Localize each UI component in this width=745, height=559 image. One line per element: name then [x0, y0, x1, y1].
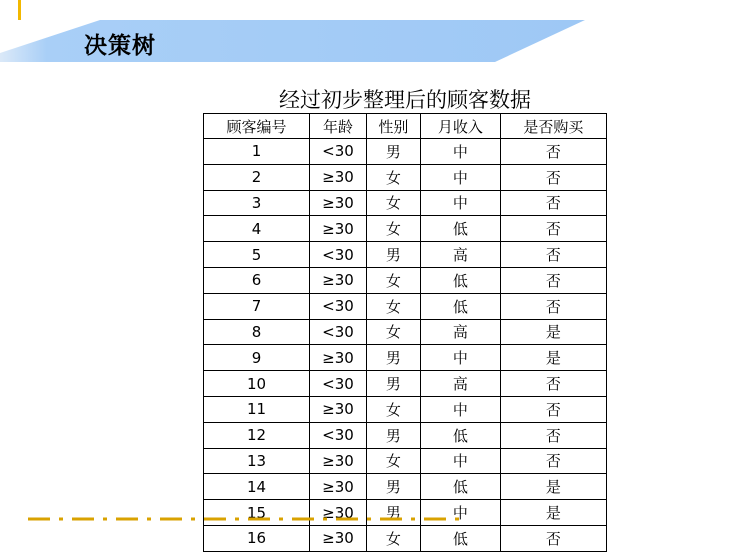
table-row: [204, 525, 607, 551]
cell-id: 3: [204, 190, 310, 216]
table-row: [204, 345, 607, 371]
cell-age: ≥30: [310, 448, 367, 474]
cell-gender: 女: [366, 319, 420, 345]
cell-gender: 女: [366, 190, 420, 216]
cell-purchase: 是: [500, 319, 606, 345]
cell-income: 中: [420, 345, 500, 371]
cell-id: 15: [204, 500, 310, 526]
cell-income: 中: [420, 164, 500, 190]
cell-age: ≥30: [310, 216, 367, 242]
cell-purchase: 否: [500, 267, 606, 293]
column-header-gender: 性别: [366, 114, 420, 139]
cell-id: 11: [204, 396, 310, 422]
cell-gender: 女: [366, 164, 420, 190]
cell-income: 低: [420, 293, 500, 319]
cell-income: 低: [420, 422, 500, 448]
table-row: [204, 319, 607, 345]
cell-age: ≥30: [310, 396, 367, 422]
table-row: [204, 500, 607, 526]
cell-id: 2: [204, 164, 310, 190]
cell-income: 低: [420, 267, 500, 293]
table-row: [204, 216, 607, 242]
cell-id: 4: [204, 216, 310, 242]
cell-id: 10: [204, 371, 310, 397]
cell-age: <30: [310, 293, 367, 319]
cell-id: 1: [204, 139, 310, 165]
column-header-purchase: 是否购买: [500, 114, 606, 139]
cell-age: ≥30: [310, 474, 367, 500]
table-row: [204, 474, 607, 500]
cell-purchase: 是: [500, 500, 606, 526]
cell-purchase: 否: [500, 422, 606, 448]
cell-age: <30: [310, 422, 367, 448]
cell-income: 中: [420, 396, 500, 422]
cell-income: 中: [420, 448, 500, 474]
cell-age: ≥30: [310, 164, 367, 190]
table-row: [204, 422, 607, 448]
table-row: [204, 448, 607, 474]
cell-income: 高: [420, 242, 500, 268]
cell-gender: 男: [366, 242, 420, 268]
cell-purchase: 否: [500, 293, 606, 319]
cell-gender: 女: [366, 216, 420, 242]
table-header-row: [204, 114, 607, 139]
cell-income: 中: [420, 500, 500, 526]
cell-age: ≥30: [310, 267, 367, 293]
cell-gender: 男: [366, 422, 420, 448]
cell-id: 14: [204, 474, 310, 500]
cell-age: <30: [310, 139, 367, 165]
cell-age: ≥30: [310, 345, 367, 371]
table-row: [204, 371, 607, 397]
column-header-income: 月收入: [420, 114, 500, 139]
cell-purchase: 是: [500, 474, 606, 500]
cell-age: ≥30: [310, 525, 367, 551]
cell-purchase: 否: [500, 190, 606, 216]
cell-age: <30: [310, 319, 367, 345]
cell-gender: 男: [366, 139, 420, 165]
cell-purchase: 否: [500, 216, 606, 242]
cell-purchase: 否: [500, 242, 606, 268]
cell-id: 13: [204, 448, 310, 474]
cell-age: <30: [310, 371, 367, 397]
table-row: [204, 190, 607, 216]
table-row: [204, 293, 607, 319]
cell-purchase: 否: [500, 139, 606, 165]
cell-income: 中: [420, 139, 500, 165]
cell-income: 低: [420, 525, 500, 551]
cell-gender: 女: [366, 396, 420, 422]
column-header-id: 顾客编号: [204, 114, 310, 139]
customer-data-table: [203, 113, 607, 552]
table-row: [204, 267, 607, 293]
cell-gender: 男: [366, 500, 420, 526]
cell-id: 5: [204, 242, 310, 268]
cell-id: 8: [204, 319, 310, 345]
table-row: [204, 139, 607, 165]
cell-purchase: 否: [500, 396, 606, 422]
table-row: [204, 396, 607, 422]
cell-income: 高: [420, 371, 500, 397]
cell-id: 12: [204, 422, 310, 448]
cell-purchase: 否: [500, 371, 606, 397]
cell-age: <30: [310, 242, 367, 268]
cell-gender: 男: [366, 345, 420, 371]
cell-purchase: 否: [500, 164, 606, 190]
cell-purchase: 否: [500, 525, 606, 551]
table-row: [204, 164, 607, 190]
cell-id: 16: [204, 525, 310, 551]
cell-income: 高: [420, 319, 500, 345]
cell-age: ≥30: [310, 500, 367, 526]
table-row: [204, 242, 607, 268]
decorative-dash-dot-line: [28, 517, 468, 521]
cell-income: 低: [420, 216, 500, 242]
cell-gender: 男: [366, 474, 420, 500]
cell-id: 7: [204, 293, 310, 319]
cell-id: 9: [204, 345, 310, 371]
cell-purchase: 是: [500, 345, 606, 371]
cell-gender: 女: [366, 267, 420, 293]
cell-id: 6: [204, 267, 310, 293]
slide-title: 决策树: [84, 33, 156, 59]
cell-gender: 女: [366, 525, 420, 551]
cell-purchase: 否: [500, 448, 606, 474]
cell-gender: 女: [366, 293, 420, 319]
cell-income: 低: [420, 474, 500, 500]
column-header-age: 年龄: [310, 114, 367, 139]
cell-gender: 女: [366, 448, 420, 474]
cell-income: 中: [420, 190, 500, 216]
cell-gender: 男: [366, 371, 420, 397]
cell-age: ≥30: [310, 190, 367, 216]
table-title: 经过初步整理后的顾客数据: [279, 88, 531, 112]
